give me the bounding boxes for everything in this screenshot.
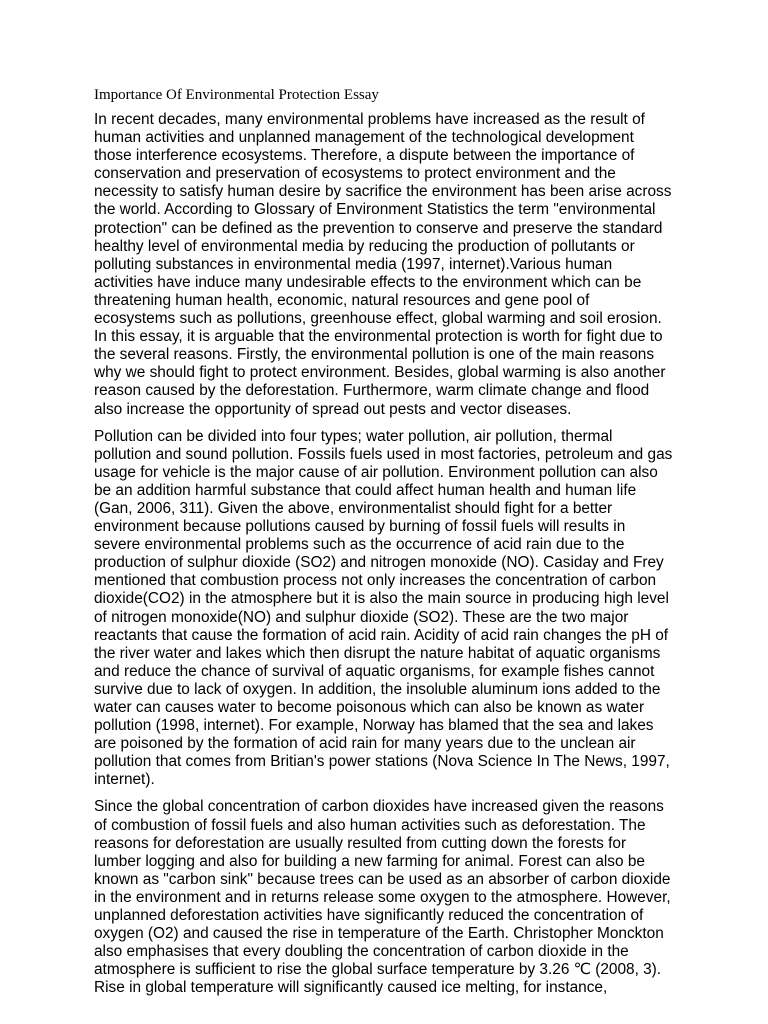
document-body <box>94 111 684 1007</box>
text-line: mentioned that combustion process not only increases the concentration of carbon <box>94 572 657 590</box>
paragraph-pollution <box>94 428 684 790</box>
text-line: atmosphere is sufficient to rise the global surface temperature by 3.26 ℃ (2008, 3). <box>94 961 662 979</box>
text-line: the world. According to Glossary of Environment Statistics the term "environmental <box>94 201 656 219</box>
text-line: internet). <box>94 771 155 789</box>
text-line: threatening human health, economic, natural resources and gene pool of <box>94 291 590 309</box>
text-line: (Gan, 2006, 311). Given the above, environmentalist should fight for a better <box>94 499 613 517</box>
text-line: reasons for deforestation are usually resulted from cutting down the forests for <box>94 834 627 852</box>
text-line: environment because pollutions caused by burning of fossil fuels will results in <box>94 518 626 536</box>
text-line: In recent decades, many environmental problems have increased as the result of <box>94 111 645 128</box>
text-line: those interference ecosystems. Therefore, a dispute between the importance of <box>94 147 635 165</box>
text-line: survive due to lack of oxygen. In addition, the insoluble aluminum ions added to the <box>94 680 661 698</box>
text-line: unplanned deforestation activities have significantly reduced the concentration of <box>94 907 644 925</box>
text-line: the several reasons. Firstly, the environmental pollution is one of the main reasons <box>94 346 655 364</box>
text-line: Since the global concentration of carbon dioxides have increased given the reasons <box>94 798 664 816</box>
text-line: severe environmental problems such as the occurrence of acid rain due to the <box>94 536 625 554</box>
text-line: human activities and unplanned management of the technological development <box>94 129 634 147</box>
text-line: pollution (1998, internet). For example, Norway has blamed that the sea and lakes <box>94 717 654 735</box>
text-line: also emphasises that every doubling the concentration of carbon dioxide in the <box>94 943 629 961</box>
text-line: protection" can be defined as the prevention to conserve and preserve the standard <box>94 219 663 237</box>
text-line: conservation and preservation of ecosystems to protect environment and the <box>94 165 616 183</box>
paragraph-intro <box>94 111 684 419</box>
text-line: Rise in global temperature will significantly caused ice melting, for instance, <box>94 979 608 997</box>
text-line: pollution and sound pollution. Fossils fuels used in most factories, petroleum and gas <box>94 445 673 463</box>
text-line: are poisoned by the formation of acid rain for many years due to the unclean air <box>94 735 636 753</box>
text-line: oxygen (O2) and caused the rise in temperature of the Earth. Christopher Monckton <box>94 925 664 943</box>
text-line: the river water and lakes which then disrupt the nature habitat of aquatic organisms <box>94 644 661 662</box>
text-line: dioxide(CO2) in the atmosphere but it is also the main source in producing high level <box>94 590 669 608</box>
text-line: of combustion of fossil fuels and also human activities such as deforestation. The <box>94 816 646 834</box>
text-line: also increase the opportunity of spread out pests and vector diseases. <box>94 400 572 418</box>
text-line: In this essay, it is arguable that the environmental protection is worth for fight due to <box>94 328 663 346</box>
text-line: usage for vehicle is the major cause of air pollution. Environment pollution can also <box>94 463 658 481</box>
text-line: water can causes water to become poisonous which can also be known as water <box>94 699 645 716</box>
text-line: healthy level of environmental media by reducing the production of pollutants or <box>94 237 635 255</box>
text-line: pollution that comes from Britian's power stations (Nova Science In The News, 1997, <box>94 753 670 771</box>
text-line: activities have induce many undesirable effects to the environment which can be <box>94 273 642 291</box>
text-line: known as "carbon sink" because trees can be used as an absorber of carbon dioxide <box>94 870 671 888</box>
text-line: and reduce the chance of survival of aquatic organisms, for example fishes cannot <box>94 662 655 680</box>
text-line: production of sulphur dioxide (SO2) and nitrogen monoxide (NO). Casiday and Frey <box>94 554 664 572</box>
text-line: reactants that cause the formation of acid rain. Acidity of acid rain changes the pH of <box>94 626 669 644</box>
text-line: reason caused by the deforestation. Furthermore, warm climate change and flood <box>94 382 650 400</box>
text-line: Pollution can be divided into four types; water pollution, air pollution, thermal <box>94 427 613 445</box>
paragraph-carbon-dioxide <box>94 798 684 997</box>
text-line: lumber logging and also for building a new farming for animal. Forest can also be <box>94 852 645 870</box>
text-line: of nitrogen monoxide(NO) and sulphur dioxide (SO2). These are the two major <box>94 608 629 626</box>
text-line: be an addition harmful substance that could affect human health and human life <box>94 481 637 499</box>
text-line: necessity to satisfy human desire by sacrifice the environment has been arise across <box>94 183 672 201</box>
document-title: Importance Of Environmental Protection Essay <box>94 87 379 103</box>
text-line: in the environment and in returns release some oxygen to the atmosphere. However, <box>94 888 671 906</box>
text-line: ecosystems such as pollutions, greenhouse effect, global warming and soil erosion. <box>94 310 662 328</box>
text-line: why we should fight to protect environment. Besides, global warming is also another <box>94 364 666 382</box>
text-line: polluting substances in environmental media (1997, internet).Various human <box>94 255 613 273</box>
